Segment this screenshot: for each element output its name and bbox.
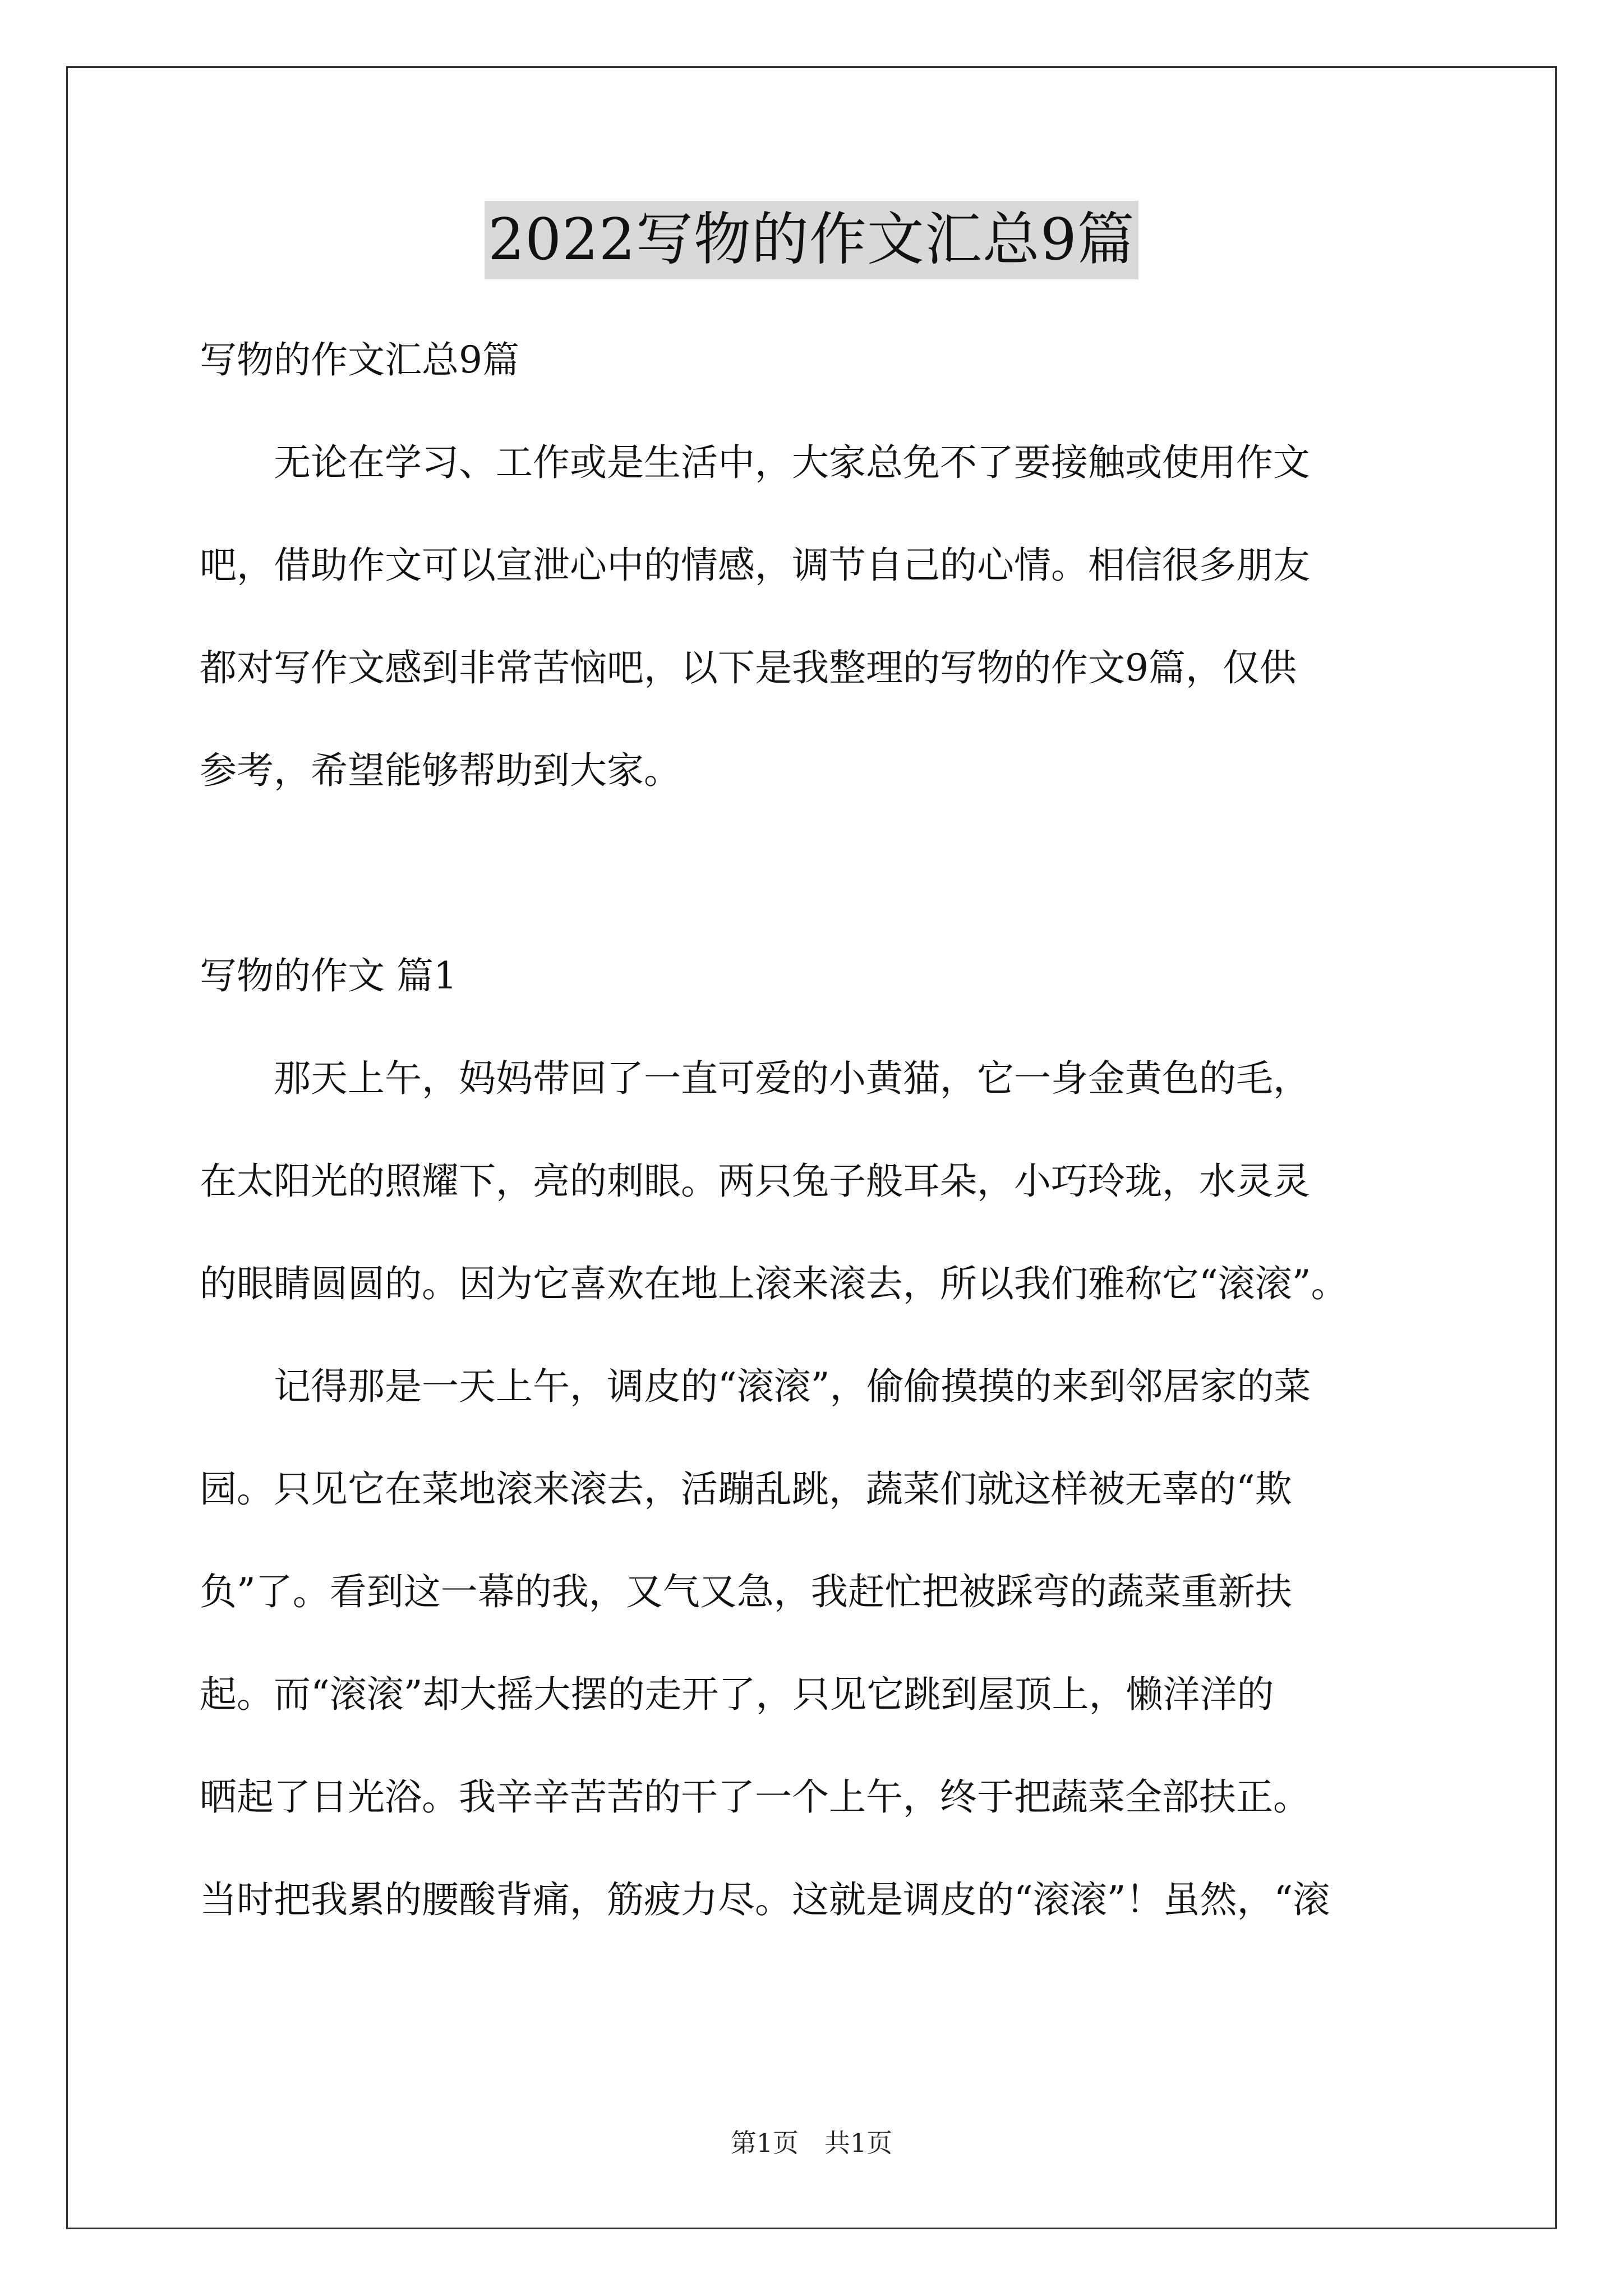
section-heading: 写物的作文 篇1: [200, 954, 457, 997]
document-title: 2022写物的作文汇总9篇: [485, 201, 1138, 279]
document-body: [200, 309, 1450, 1951]
intro-line: 吧，借助作文可以宣泄心中的情感，调节自己的心情。相信很多朋友: [200, 544, 1310, 587]
body-line: 那天上午，妈妈带回了一直可爱的小黄猫，它一身金黄色的毛，: [200, 1057, 1310, 1100]
body-line: 当时把我累的腰酸背痛，筋疲力尽。这就是调皮的“滚滚”！虽然，“滚: [200, 1878, 1330, 1921]
title-container: [0, 201, 1623, 279]
intro-line: 参考，希望能够帮助到大家。: [200, 749, 681, 792]
page-footer: 第1页 共1页: [730, 2128, 893, 2158]
body-line: 园。只见它在菜地滚来滚去，活蹦乱跳，蔬菜们就这样被无辜的“欺: [200, 1467, 1292, 1511]
intro-line: 无论在学习、工作或是生活中，大家总免不了要接触或使用作文: [200, 441, 1310, 484]
intro-line: 都对写作文感到非常苦恼吧，以下是我整理的写物的作文9篇，仅供: [200, 646, 1297, 689]
body-line: 记得那是一天上午，调皮的“滚滚”，偷偷摸摸的来到邻居家的菜: [200, 1365, 1311, 1408]
body-line: 负”了。看到这一幕的我，又气又急，我赶忙把被踩弯的蔬菜重新扶: [200, 1570, 1292, 1613]
body-line: 起。而“滚滚”却大摇大摆的走开了，只见它跳到屋顶上，懒洋洋的: [200, 1673, 1274, 1716]
body-line: 晒起了日光浴。我辛辛苦苦的干了一个上午，终于把蔬菜全部扶正。: [200, 1775, 1310, 1819]
body-line: 在太阳光的照耀下，亮的刺眼。两只兔子般耳朵，小巧玲珑，水灵灵: [200, 1159, 1310, 1203]
subtitle: 写物的作文汇总9篇: [200, 338, 519, 381]
paragraph-gap: [200, 822, 1450, 924]
body-line: 的眼睛圆圆的。因为它喜欢在地上滚来滚去，所以我们雅称它“滚滚”。: [200, 1262, 1348, 1305]
